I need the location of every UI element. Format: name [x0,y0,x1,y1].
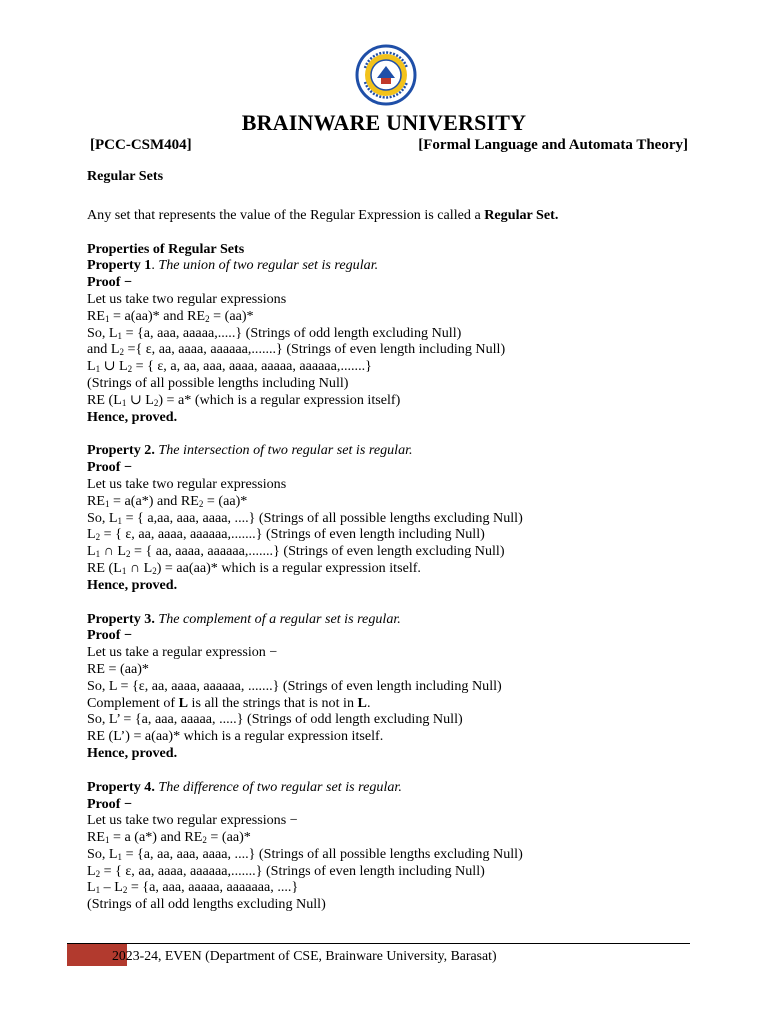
property-2-title [87,442,697,459]
property-sep: . [151,257,159,274]
property-statement: The complement of a regular set is regular. [158,610,401,627]
properties-heading: Properties of Regular Sets [87,240,245,257]
proof-line: $L_1 - L_2 = \{a$, aaa, aaaaa, aaaaaaa, ....} [87,879,299,896]
property-label: Property 2. [87,442,155,459]
proof-line: Let us take two regular expressions − [87,812,298,829]
proof-line: $RE_1 = a(aa)*$ and $RE_2 = (aa)*$ [87,307,254,324]
proof-line: Let us take two regular expressions [87,475,287,492]
property-1-title [87,257,697,274]
hence-proved: Hence, proved. [87,408,178,425]
proof-line: So, L’ = {a, aaa, aaaaa, .....} (Strings of odd length excluding Null) [87,711,463,728]
proof-line: $RE_1 = a$ (a*) and $RE_2 = (aa)*$ [87,829,251,846]
hence-proved: Hence, proved. [87,576,178,593]
proof-label: Proof − [87,274,132,291]
property-statement: The difference of two regular set is regular. [158,778,402,795]
proof-line: Complement of L is all the strings that is not in L. [87,694,371,711]
proof-line: So, $L_1$ = { a,aa, aaa, aaaa, ....} (Strings of all possible lengths excluding Null) [87,509,523,526]
property-statement: The intersection of two regular set is regular. [158,442,413,459]
proof-line: $RE_1 = a(a*)$ and $RE_2 = (aa)*$ [87,492,248,509]
proof-line: $L_1$ ∪ $L_2$ = { ε, a, aa, aaa, aaaa, aaaaa, aaaaaa,.......} [87,358,372,375]
footer-divider [67,943,690,944]
proof-line: $L_2$ = { ε, aa, aaaa, aaaaaa,.......} (Strings of even length including Null) [87,862,485,879]
proof-label: Proof − [87,459,132,476]
proof-line: RE (L’) = a(aa)* which is a regular expression itself. [87,728,384,745]
proof-line: (Strings of all possible lengths including Null) [87,374,349,391]
course-code: [PCC-CSM404] [90,137,192,153]
course-name: [Formal Language and Automata Theory] [418,137,688,153]
proof-line: RE = (aa)* [87,660,149,677]
proof-line: and $L_2$ ={ ε, aa, aaaa, aaaaaa,.......} (Strings of even length including Null) [87,341,506,358]
proof-line: RE ($L_1$ ∪ $L_2) = a*$ (which is a regular expression itself) [87,391,401,408]
university-logo [355,44,417,106]
proof-line: $L_1$ ∩ $L_2$ = { aa, aaaa, aaaaaa,.......} (Strings of even length excluding Null) [87,543,505,560]
property-3-title [87,611,697,628]
property-4-title [87,779,697,796]
proof-line: RE ($L_1$ ∩ $L_2) = aa(aa)*$ which is a regular expression itself. [87,559,421,576]
hence-proved: Hence, proved. [87,744,178,761]
property-statement: The union of two regular set is regular. [158,257,379,274]
document-body [87,168,697,913]
proof-label: Proof − [87,627,132,644]
intro-text: Any set that represents the value of the Regular Expression is called a [87,206,485,223]
proof-line: Let us take a regular expression − [87,644,278,661]
proof-line: Let us take two regular expressions [87,290,287,307]
proof-line: $L_2$ = { ε, aa, aaaa, aaaaaa,.......} (Strings of even length including Null) [87,526,485,543]
proof-line: (Strings of all odd lengths excluding Null) [87,896,326,913]
proof-line: So, $L_1 = \{a$, aaa, aaaaa,.....} (Strings of odd length excluding Null) [87,324,462,341]
property-label: Property 1 [87,257,152,274]
proof-line: So, $L_1 = \{a$, aa, aaa, aaaa, ....} (Strings of all possible lengths excluding Null) [87,845,523,862]
intro-term: Regular Set. [484,206,559,223]
university-title: BRAINWARE UNIVERSITY [241,110,527,135]
property-label: Property 3. [87,610,155,627]
intro-paragraph [87,207,697,224]
property-label: Property 4. [87,778,155,795]
regular-sets-heading: Regular Sets [87,168,164,184]
proof-label: Proof − [87,795,132,812]
footer-text: 2023-24, EVEN (Department of CSE, Brainware University, Barasat) [112,948,497,963]
proof-line: So, L = {ε, aa, aaaa, aaaaaa, .......} (Strings of even length including Null) [87,677,502,694]
